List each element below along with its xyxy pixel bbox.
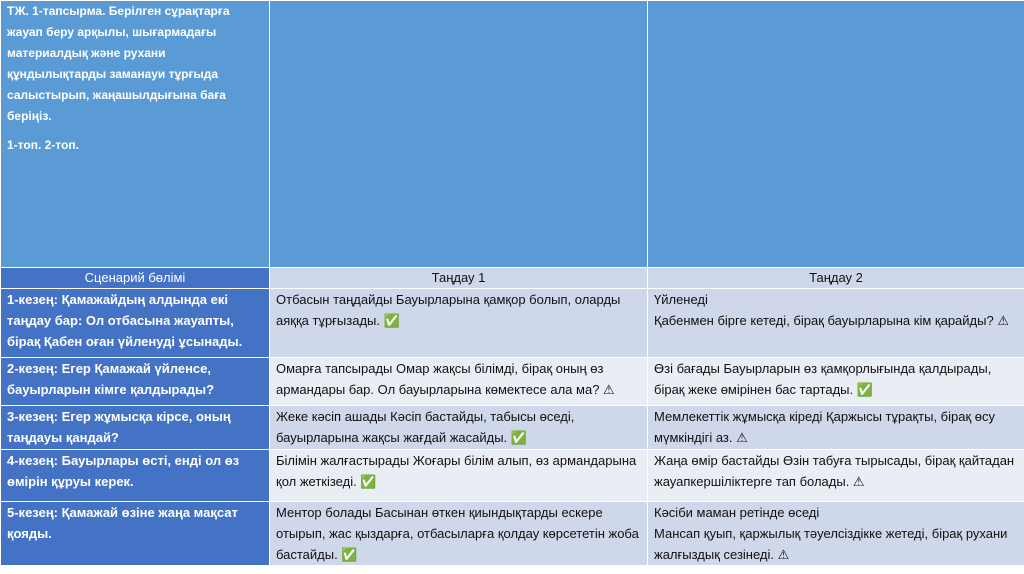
task-cell bbox=[1, 1, 270, 268]
table-row bbox=[1, 289, 1024, 358]
task-text: ТЖ. 1-тапсырма. Берілген сұрақтарға жауап беру арқылы, шығармадағы материалдық және рухани құндылықтарды заманауи тұрғыда салыстырып, жаңашылдығына баға беріңіз. bbox=[7, 4, 230, 123]
header-row bbox=[1, 268, 1024, 289]
stage-cell: 5-кезең: Қамажай өзіне жаңа мақсат қояды. bbox=[1, 502, 270, 566]
choice1-cell: Омарға тапсырады Омар жақсы білімді, бірақ оның өз армандары бар. Ол бауырларына көмектесе ала ма? ⚠ bbox=[270, 358, 648, 406]
table-row bbox=[1, 502, 1024, 566]
choice2-title: Үйленеді bbox=[654, 292, 708, 307]
stage-cell: 3-кезең: Егер жұмысқа кірсе, оның таңдауы қандай? bbox=[1, 406, 270, 450]
empty-cell-group2 bbox=[648, 1, 1024, 268]
header-choice1: Таңдау 1 bbox=[270, 268, 648, 289]
empty-cell-group1 bbox=[270, 1, 648, 268]
table-row bbox=[1, 406, 1024, 450]
choice1-cell: Білімін жалғастырады Жоғары білім алып, өз армандарына қол жеткізеді. ✅ bbox=[270, 450, 648, 502]
choice1-cell: Отбасын таңдайды Бауырларына қамқор болып, оларды аяққа тұрғызады. ✅ bbox=[270, 289, 648, 358]
header-choice2: Таңдау 2 bbox=[648, 268, 1024, 289]
stage-cell: 2-кезең: Егер Қамажай үйленсе, бауырларын кімге қалдырады? bbox=[1, 358, 270, 406]
stage-cell: 4-кезең: Бауырлары өсті, енді ол өз өмірін құруы керек. bbox=[1, 450, 270, 502]
choice2-cell: Жаңа өмір бастайды Өзін табуға тырысады, бірақ қайтадан жауапкершіліктерге тап болады. ⚠ bbox=[648, 450, 1024, 502]
choice2-cell bbox=[648, 502, 1024, 566]
table-row bbox=[1, 358, 1024, 406]
table-row bbox=[1, 450, 1024, 502]
choice2-cell: Өзі бағады Бауырларын өз қамқорлығында қалдырады, бірақ жеке өмірінен бас тартады. ✅ bbox=[648, 358, 1024, 406]
task-groups: 1-топ. 2-топ. bbox=[7, 138, 79, 152]
choice2-text: Мансап қуып, қаржылық тәуелсіздікке жетеді, бірақ рухани жалғыздық сезінеді. ⚠ bbox=[654, 526, 1008, 562]
choice2-title: Кәсіби маман ретінде өседі bbox=[654, 505, 820, 520]
choice2-cell: Мемлекеттік жұмысқа кіреді Қаржысы тұрақты, бірақ өсу мүмкіндігі аз. ⚠ bbox=[648, 406, 1024, 450]
choice1-cell: Ментор болады Басынан өткен қиындықтарды ескере отырып, жас қыздарға, отбасыларға қолдау көрсететін жоба бастайды. ✅ bbox=[270, 502, 648, 566]
choice2-cell bbox=[648, 289, 1024, 358]
choice1-cell: Жеке кәсіп ашады Кәсіп бастайды, табысы өседі, бауырларына жақсы жағдай жасайды. ✅ bbox=[270, 406, 648, 450]
choice2-text: Қабенмен бірге кетеді, бірақ бауырларына кім қарайды? ⚠ bbox=[654, 313, 1009, 328]
task-row bbox=[1, 1, 1024, 268]
header-scenario: Сценарий бөлімі bbox=[1, 268, 270, 289]
stage-cell: 1-кезең: Қамажайдың алдында екі таңдау бар: Ол отбасына жауапты, бірақ Қабен оған үйленуді ұсынады. bbox=[1, 289, 270, 358]
